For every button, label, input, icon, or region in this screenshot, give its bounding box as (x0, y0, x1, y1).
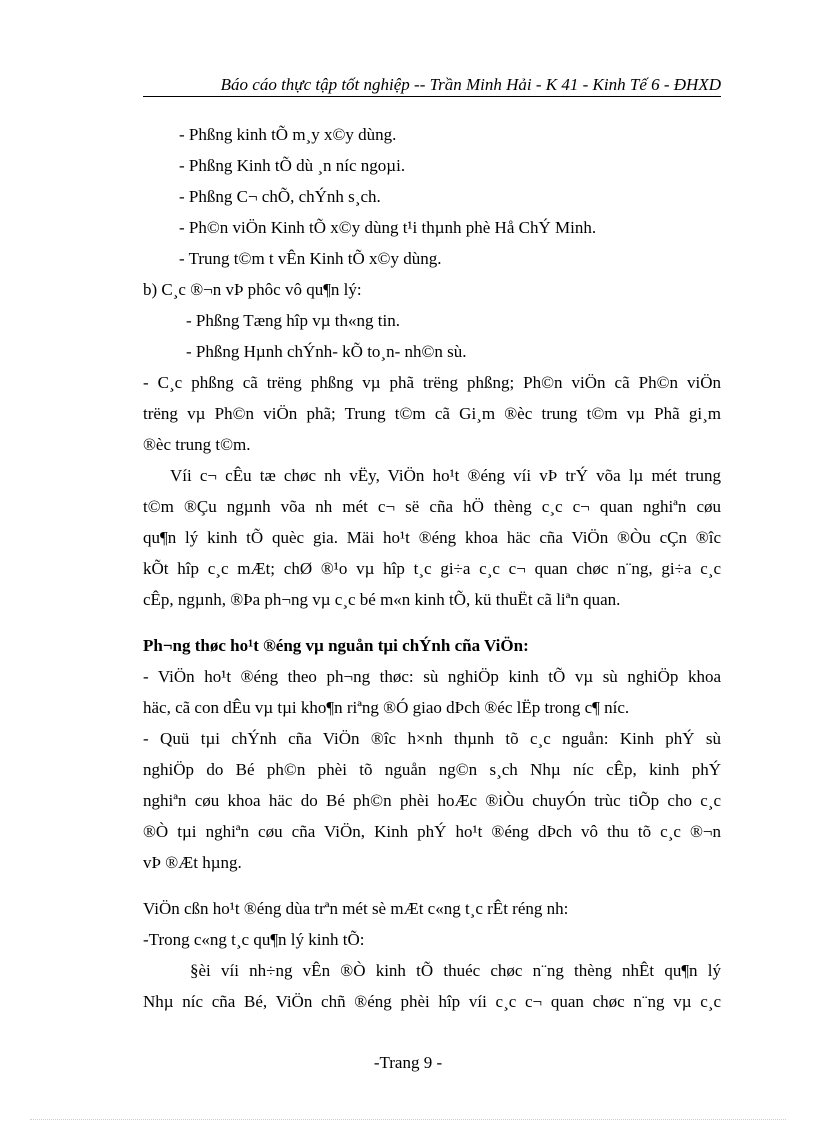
text-line: t©m ®Çu ngµnh võa nh mét c¬ së cña hÖ thèng c¸c c¬ quan nghiªn cøu (143, 497, 721, 516)
section-heading: b) C¸c ®¬n vÞ phôc vô qu¶n lý: (143, 280, 362, 299)
text-line: - Phßng Kinh tÕ dù ¸n níc ngoµi. (179, 156, 406, 175)
text-line: Víi c¬ cÊu tæ chøc nh vËy, ViÖn ho¹t ®éng víi vÞ trÝ võa lµ mét trung (170, 466, 721, 485)
text-line: kÕt hîp c¸c mÆt; chØ ®¹o vµ hîp t¸c gi÷a c¸c c¬ quan chøc n¨ng, gi÷a c¸c (143, 559, 721, 578)
page-bottom-divider (30, 1119, 786, 1120)
text-line: trëng vµ Ph©n viÖn phã; Trung t©m cã Gi¸m ®èc trung t©m vµ Phã gi¸m (143, 404, 721, 423)
text-line: - Phßng Hµnh chÝnh- kÕ to¸n- nh©n sù. (186, 342, 467, 361)
section-heading: Ph¬ng thøc ho¹t ®éng vµ nguån tµi chÝnh cña ViÖn: (143, 636, 529, 655)
text-line: ®èc trung t©m. (143, 435, 251, 454)
text-line: häc, cã con dÊu vµ tµi kho¶n riªng ®Ó giao dÞch ®éc lËp trong c¶ níc. (143, 698, 630, 717)
text-line: - Phßng kinh tÕ m¸y x©y dùng. (179, 125, 397, 144)
text-line: - Phßng Tæng hîp vµ th«ng tin. (186, 311, 400, 330)
text-line: §èi víi nh÷ng vÊn ®Ò kinh tÕ thuéc chøc n¨ng thèng nhÊt qu¶n lý (190, 961, 721, 980)
text-line: nghiªn cøu khoa häc do Bé ph©n phèi hoÆc ®iÒu chuyÓn trùc tiÕp cho c¸c (143, 791, 721, 810)
text-line: - Quü tµi chÝnh cña ViÖn ®îc h×nh thµnh tõ c¸c nguån: Kinh phÝ sù (143, 729, 721, 748)
text-line: - C¸c phßng cã trëng phßng vµ phã trëng phßng; Ph©n viÖn cã Ph©n viÖn (143, 373, 721, 392)
text-line: cÊp, ngµnh, ®Þa ph¬ng vµ c¸c bé m«n kinh tÕ, kü thuËt cã liªn quan. (143, 590, 621, 609)
page-number: -Trang 9 - (373, 1053, 443, 1072)
text-line: qu¶n lý kinh tÕ quèc gia. Mäi ho¹t ®éng khoa häc cña ViÖn ®Òu cÇn ®îc (143, 528, 721, 547)
text-line: Nhµ níc cña Bé, ViÖn chñ ®éng phèi hîp víi c¸c c¬ quan chøc n¨ng vµ c¸c (143, 992, 721, 1011)
text-line: - ViÖn ho¹t ®éng theo ph¬ng thøc: sù nghiÖp kinh tÕ vµ sù nghiÖp khoa (143, 667, 721, 686)
text-line: - Trung t©m t vÊn Kinh tÕ x©y dùng. (179, 249, 442, 268)
text-line: - Phßng C¬ chÕ, chÝnh s¸ch. (179, 187, 381, 206)
text-line: vÞ ®Æt hµng. (143, 853, 242, 872)
text-line: -Trong c«ng t¸c qu¶n lý kinh tÕ: (143, 930, 365, 949)
text-line: ViÖn cßn ho¹t ®éng dùa trªn mét sè mÆt c«ng t¸c rÊt réng nh: (143, 899, 569, 918)
page-header: Báo cáo thực tập tốt nghiệp -- Trần Minh Hải - K 41 - Kinh Tế 6 - ĐHXD (143, 74, 721, 97)
text-line: - Ph©n viÖn Kinh tÕ x©y dùng t¹i thµnh phè Hå ChÝ Minh. (179, 218, 597, 237)
text-line: ®Ò tµi nghiªn cøu cña ViÖn, Kinh phÝ ho¹t ®éng dÞch vô thu tõ c¸c ®¬n (143, 822, 721, 841)
text-line: nghiÖp do Bé ph©n phèi tõ nguån ng©n s¸ch Nhµ níc cÊp, kinh phÝ (143, 760, 721, 779)
